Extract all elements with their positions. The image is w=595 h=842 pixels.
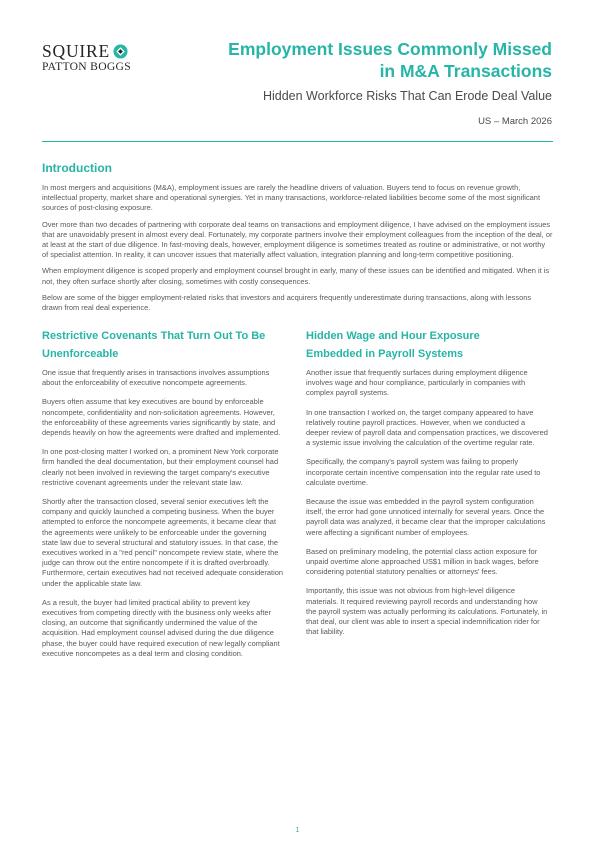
firm-logo [42,42,131,74]
heading-line: Unenforceable [42,348,119,360]
section-paragraph: Based on preliminary modeling, the potential class action exposure for unpaid overtime alone approached US$1 million in back wages, before considering potential statutory penalties or attorneys' fees. [306,546,539,577]
intro-paragraph: Over more than two decades of partnering with corporate deal teams on transactions and employment diligence, I have advised on the employment issues that are unavoidably present in almost every deal. Fortunately, my corporate partners involve their employment colleagues from the inception of the deal, or at least at the start of due diligence. In fast-moving deals, however, employment diligence is sometimes treated as routine or administrative, or not worthy of specialist attention. In reality, it can uncover issues that materially affect valuation, integration planning and long-term competitive positioning. [42,219,553,260]
section-paragraph: Importantly, this issue was not obvious from high-level diligence materials. It required reviewing payroll records and understanding how the payroll system was actually performing its calculations. Fortunately, in that deal, our client was able to insert a special indemnification rider for that liability. [306,586,548,637]
intro-paragraph: In most mergers and acquisitions (M&A), employment issues are rarely the headline drivers of valuation. Buyers tend to focus on revenue growth, intellectual property, market share and operational synergies. Yet in many transactions, workforce-related liabilities become some of the most significant sources of post-closing exposure. [42,183,541,213]
heading-line: Embedded in Payroll Systems [306,348,464,360]
section-paragraph: Buyers often assume that key executives are bound by enforceable noncompete, confidentiality and non-solicitation agreements. However, the enforceability of these agreements varies significantly by state, and depends heavily on how the agreements were drafted and implemented. [42,397,281,438]
document-title [228,38,552,82]
introduction-heading: Introduction [42,161,112,175]
intro-paragraph: Below are some of the bigger employment-related risks that investors and acquirers frequently underestimate during transactions, along with lessons drawn from real deal experience. [42,292,532,313]
title-line-1: Employment Issues Commonly Missed [228,39,552,59]
intro-paragraph: When employment diligence is scoped properly and employment counsel brought in early, many of these issues can be identified and mitigated. When it is not, they often surface shortly after closing, sometimes with costly consequences. [42,266,550,286]
title-line-2: in M&A Transactions [379,61,552,81]
section-paragraph: Shortly after the transaction closed, several senior executives left the company and quickly launched a competing business. When the buyer attempted to enforce the noncompete agreements, it became clear that the agreements were unlikely to be enforceable under the governing state law due to several structural and statutory issues. In that case, the executives worked in a "red pencil" noncompete review state, where the judge can throw out the entire noncompete if it is drafted overbroadly. Furthermore, certain executives had not received adequate consideration under the applicable state law. [42,497,284,588]
section-paragraph: Another issue that frequently surfaces during employment diligence involves wage and hour compliance, particularly in companies with complex payroll systems. [306,368,528,398]
section-paragraph: One issue that frequently arises in transactions involves assumptions about the enforceability of executive noncompete agreements. [42,368,270,388]
restrictive-covenants-heading [42,327,284,363]
restrictive-covenants-section [42,327,284,668]
logo-text-line2: PATTON BOGGS [42,60,131,73]
heading-line: Restrictive Covenants That Turn Out To Be [42,330,266,342]
document-header [228,38,552,128]
section-paragraph: Specifically, the company's payroll system was failing to properly incorporate certain incentive compensation into the regular rate used to calculate overtime. [306,457,541,487]
document-subtitle: Hidden Workforce Risks That Can Erode Deal Value [262,89,552,103]
section-paragraph: As a result, the buyer had limited practical ability to prevent key executives from competing directly with the business only weeks after closing, an outcome that significantly undermined the value of the acquisition. Had employment counsel advised during the due diligence phase, the buyer could have required execution of new legally compliant executive noncompetes as a deal term and closing condition. [42,597,280,658]
wage-hour-heading [306,327,548,363]
section-paragraph: In one transaction I worked on, the target company appeared to have relatively routine payroll practices. However, when we conducted a deeper review of payroll data and compensation practices, we discovered a systemic issue involving the calculation of the overtime regular rate. [306,407,548,448]
header-divider [42,141,553,142]
section-paragraph: Because the issue was embedded in the payroll system configuration itself, the error had gone unnoticed internally for several years. Once the payroll data was analyzed, it became clear that the improper calculations were affecting a significant number of employees. [306,497,546,537]
logo-text-line1: SQUIRE [42,41,110,61]
introduction-section [42,160,553,319]
page-number: 1 [295,827,300,834]
heading-line: Hidden Wage and Hour Exposure [306,330,480,342]
section-paragraph: In one post-closing matter I worked on, a prominent New York corporate firm handled the deal documentation, but their employment counsel had clearly not been involved in reviewing the target company's executive restrictive covenant agreements under the relevant state law. [42,447,279,487]
document-date: US – March 2026 [478,116,552,127]
squire-emblem-icon [113,44,128,59]
wage-hour-section [306,327,548,646]
